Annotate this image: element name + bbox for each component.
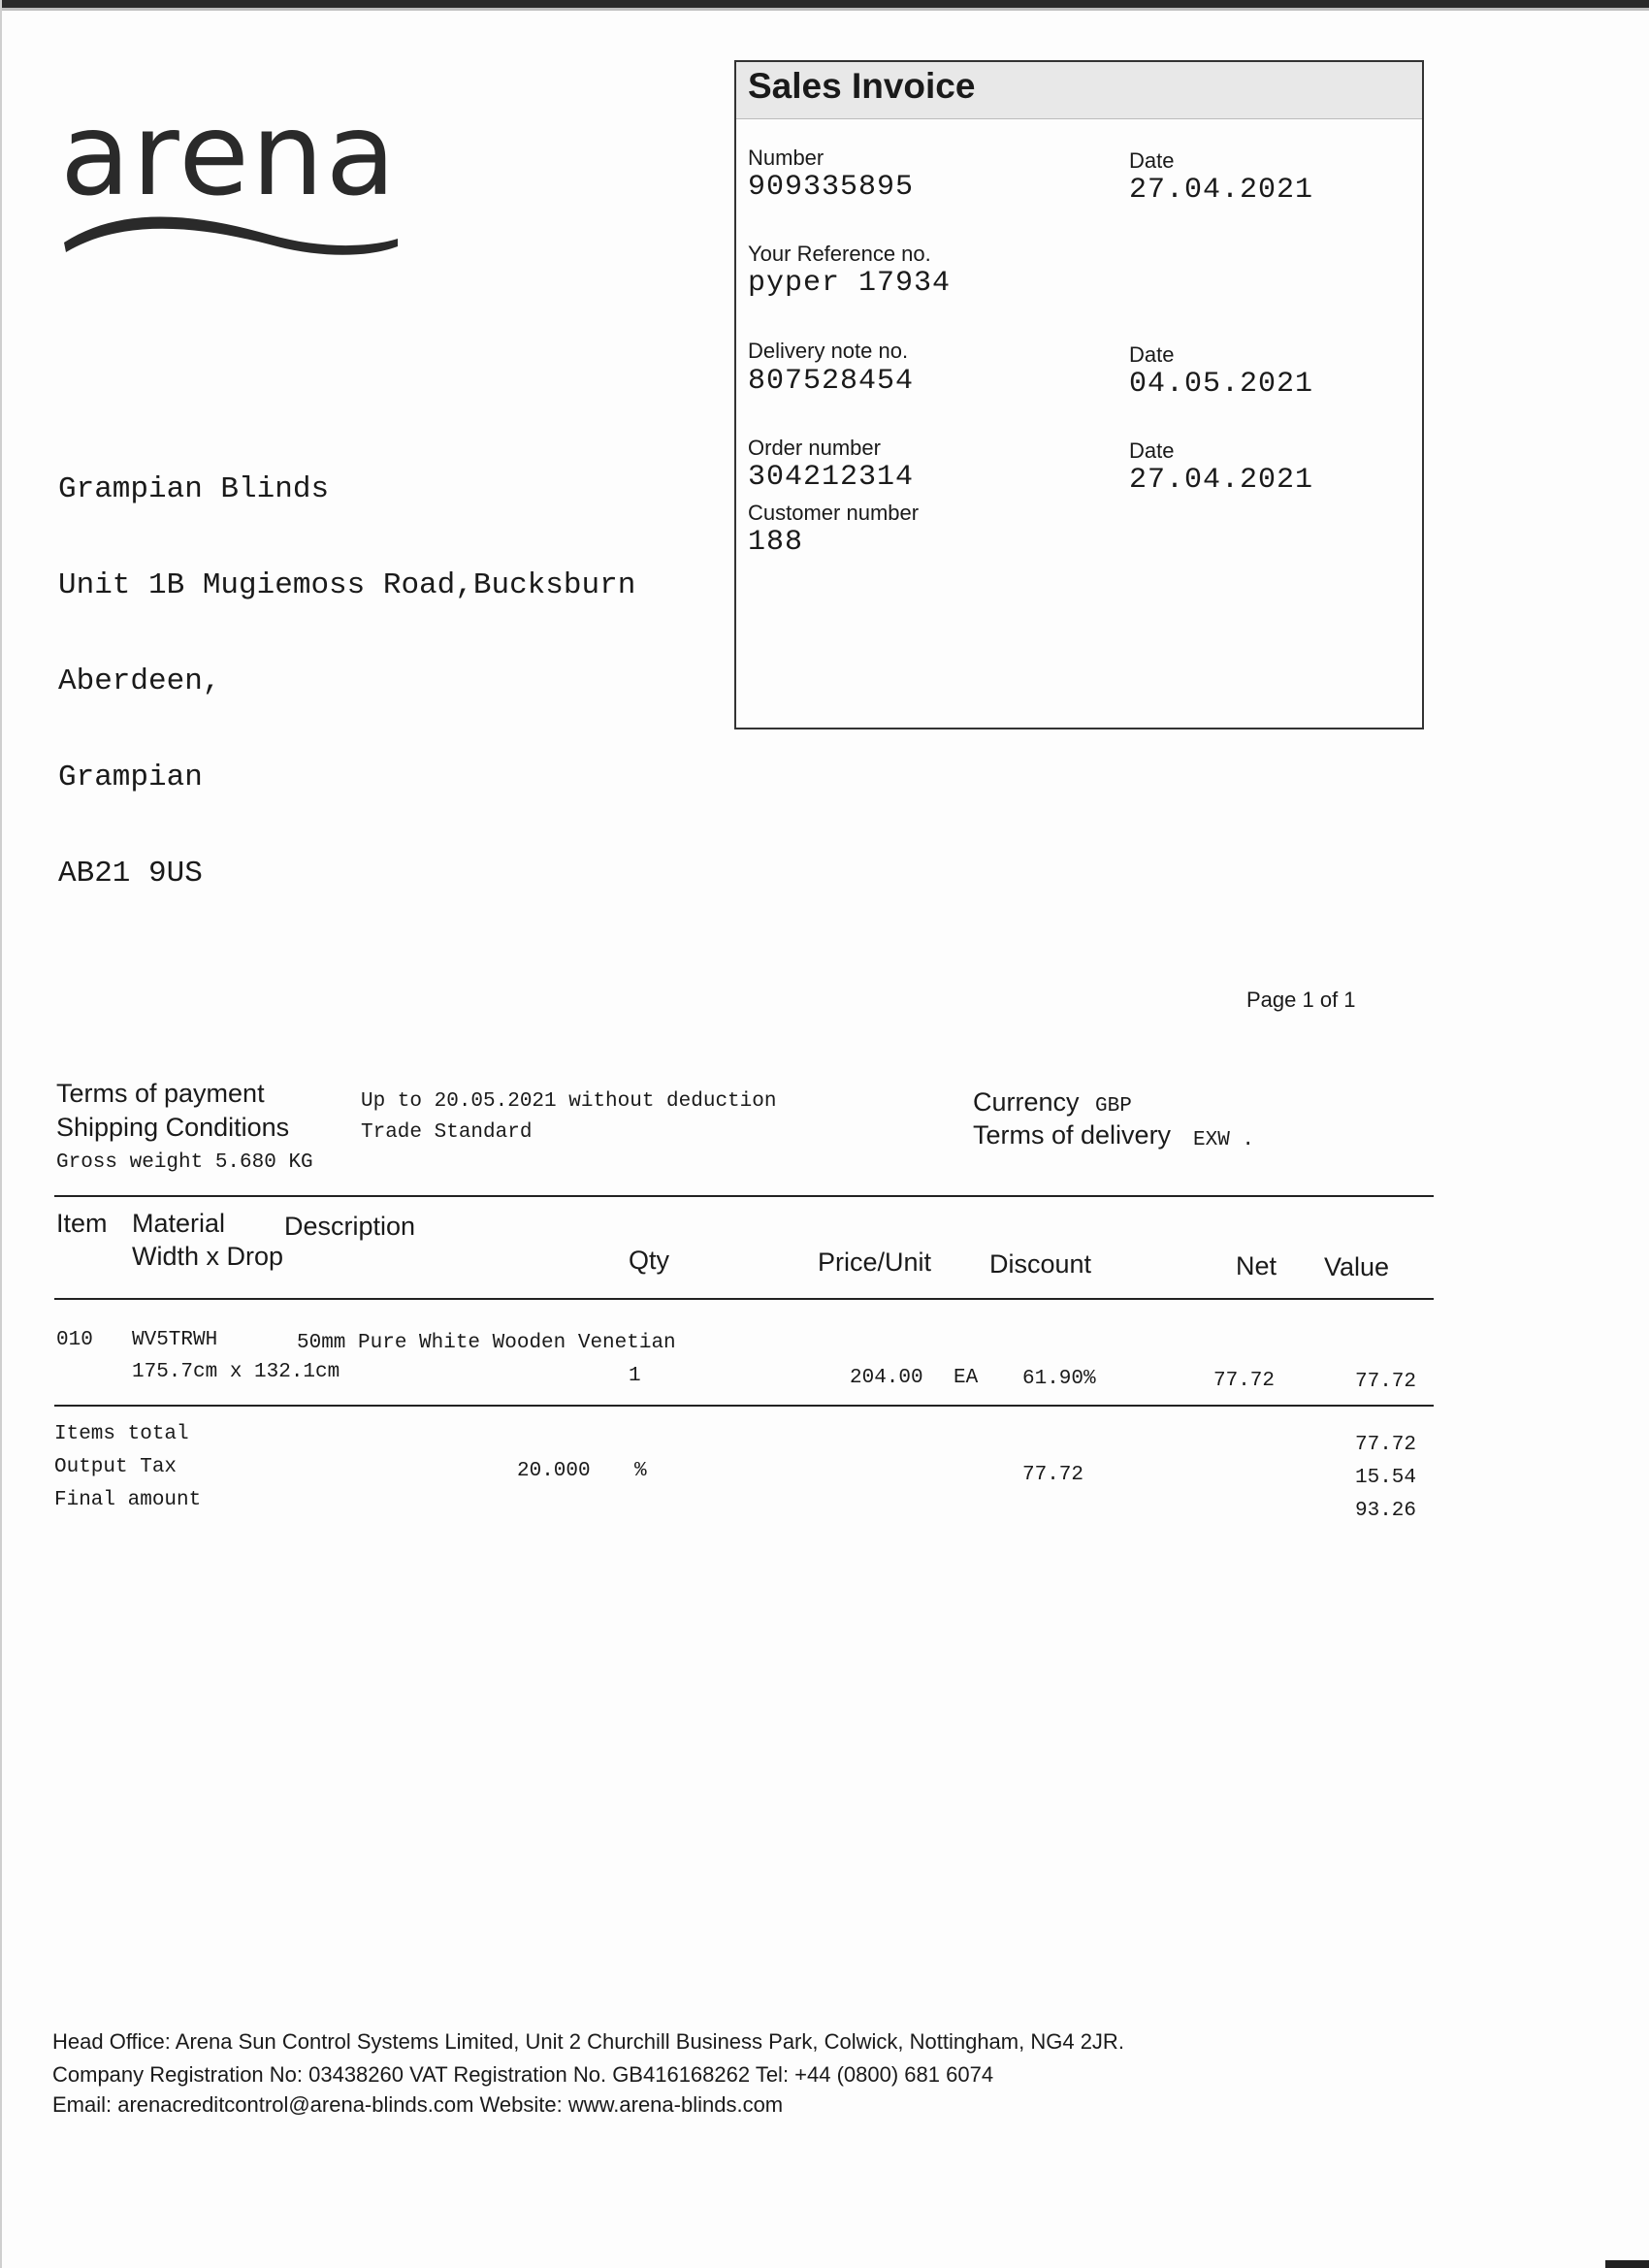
recipient-address — [58, 409, 635, 922]
line-item-description: 50mm Pure White Wooden Venetian — [297, 1332, 676, 1354]
address-line: Grampian Blinds — [58, 472, 330, 506]
col-item: Item — [56, 1209, 108, 1238]
col-width-drop: Width x Drop — [132, 1242, 284, 1271]
shipping-conditions-label: Shipping Conditions — [56, 1113, 290, 1142]
terms-of-delivery-value: EXW . — [1193, 1129, 1255, 1151]
your-reference-label: Your Reference no. — [748, 242, 931, 266]
scan-edge-bottom — [1605, 2260, 1649, 2268]
line-item-qty: 1 — [629, 1365, 641, 1387]
arena-logo — [56, 107, 405, 272]
col-discount: Discount — [989, 1249, 1092, 1279]
rule-below-items — [54, 1405, 1434, 1407]
line-item-size: 175.7cm x 132.1cm — [132, 1361, 340, 1383]
final-amount-value: 93.26 — [1355, 1500, 1417, 1522]
currency-label: Currency — [973, 1087, 1080, 1117]
scan-edge-top-shadow — [0, 8, 1649, 11]
line-item-material: WV5TRWH — [132, 1329, 218, 1351]
output-tax-base: 77.72 — [1022, 1464, 1084, 1486]
shipping-conditions-value: Trade Standard — [361, 1121, 533, 1144]
col-net: Net — [1236, 1251, 1277, 1280]
order-number-label: Order number — [748, 436, 881, 460]
footer-contact: Email: arenacreditcontrol@arena-blinds.com Website: www.arena-blinds.com — [52, 2092, 784, 2117]
logo-wordmark: arena — [60, 107, 398, 221]
col-description: Description — [284, 1212, 416, 1241]
items-total-value: 77.72 — [1355, 1434, 1417, 1456]
invoice-title: Sales Invoice — [748, 66, 976, 106]
order-date-label: Date — [1129, 438, 1175, 463]
scan-edge-left — [0, 0, 2, 2268]
invoice-number: 909335895 — [748, 171, 915, 204]
line-item-value: 77.72 — [1355, 1371, 1417, 1393]
currency-value: GBP — [1095, 1095, 1132, 1118]
footer-head-office: Head Office: Arena Sun Control Systems Limited, Unit 2 Churchill Business Park, Colwick, Nottingham, NG4 2JR. — [52, 2029, 1124, 2054]
invoice-info-box — [734, 60, 1424, 729]
customer-number: 188 — [748, 526, 804, 559]
footer-registration: Company Registration No: 03438260 VAT Registration No. GB416168262 Tel: +44 (0800) 681 6074 — [52, 2062, 994, 2087]
line-item-number: 010 — [56, 1329, 93, 1351]
line-item-net: 77.72 — [1213, 1370, 1276, 1392]
address-line: Aberdeen, — [58, 664, 221, 698]
date-label: Date — [1129, 148, 1175, 173]
gross-weight: Gross weight 5.680 KG — [56, 1151, 313, 1174]
page-indicator: Page 1 of 1 — [1246, 988, 1356, 1012]
output-tax-percent-sign: % — [634, 1460, 647, 1482]
rule-above-header — [54, 1195, 1434, 1197]
delivery-date-label: Date — [1129, 342, 1175, 367]
terms-of-delivery-label: Terms of delivery — [973, 1120, 1172, 1150]
customer-number-label: Customer number — [748, 501, 920, 525]
col-qty: Qty — [629, 1246, 670, 1275]
order-date: 27.04.2021 — [1129, 464, 1314, 497]
your-reference: pyper 17934 — [748, 267, 952, 300]
address-line: AB21 9US — [58, 857, 203, 891]
logo-swoosh — [64, 216, 398, 254]
output-tax-rate: 20.000 — [517, 1460, 591, 1482]
output-tax-label: Output Tax — [54, 1456, 178, 1478]
line-item-unit: EA — [954, 1367, 979, 1389]
scan-edge-top — [0, 0, 1649, 8]
final-amount-label: Final amount — [54, 1489, 202, 1511]
terms-of-payment-label: Terms of payment — [56, 1079, 265, 1108]
col-material: Material — [132, 1209, 226, 1238]
line-item-discount: 61.90% — [1022, 1368, 1096, 1390]
output-tax-amount: 15.54 — [1355, 1467, 1417, 1489]
delivery-note-label: Delivery note no. — [748, 339, 909, 363]
delivery-date: 04.05.2021 — [1129, 368, 1314, 401]
invoice-date: 27.04.2021 — [1129, 174, 1314, 207]
invoice-header-bar — [736, 62, 1422, 119]
address-line: Unit 1B Mugiemoss Road,Bucksburn — [58, 568, 636, 602]
number-label: Number — [748, 146, 824, 170]
col-price-unit: Price/Unit — [818, 1247, 932, 1277]
order-number: 304212314 — [748, 461, 915, 494]
terms-of-payment-value: Up to 20.05.2021 without deduction — [361, 1090, 777, 1113]
items-total-label: Items total — [54, 1423, 189, 1445]
delivery-note-number: 807528454 — [748, 365, 915, 398]
line-item-price: 204.00 — [850, 1367, 923, 1389]
col-value: Value — [1324, 1252, 1390, 1281]
address-line: Grampian — [58, 761, 203, 794]
rule-below-header — [54, 1298, 1434, 1300]
